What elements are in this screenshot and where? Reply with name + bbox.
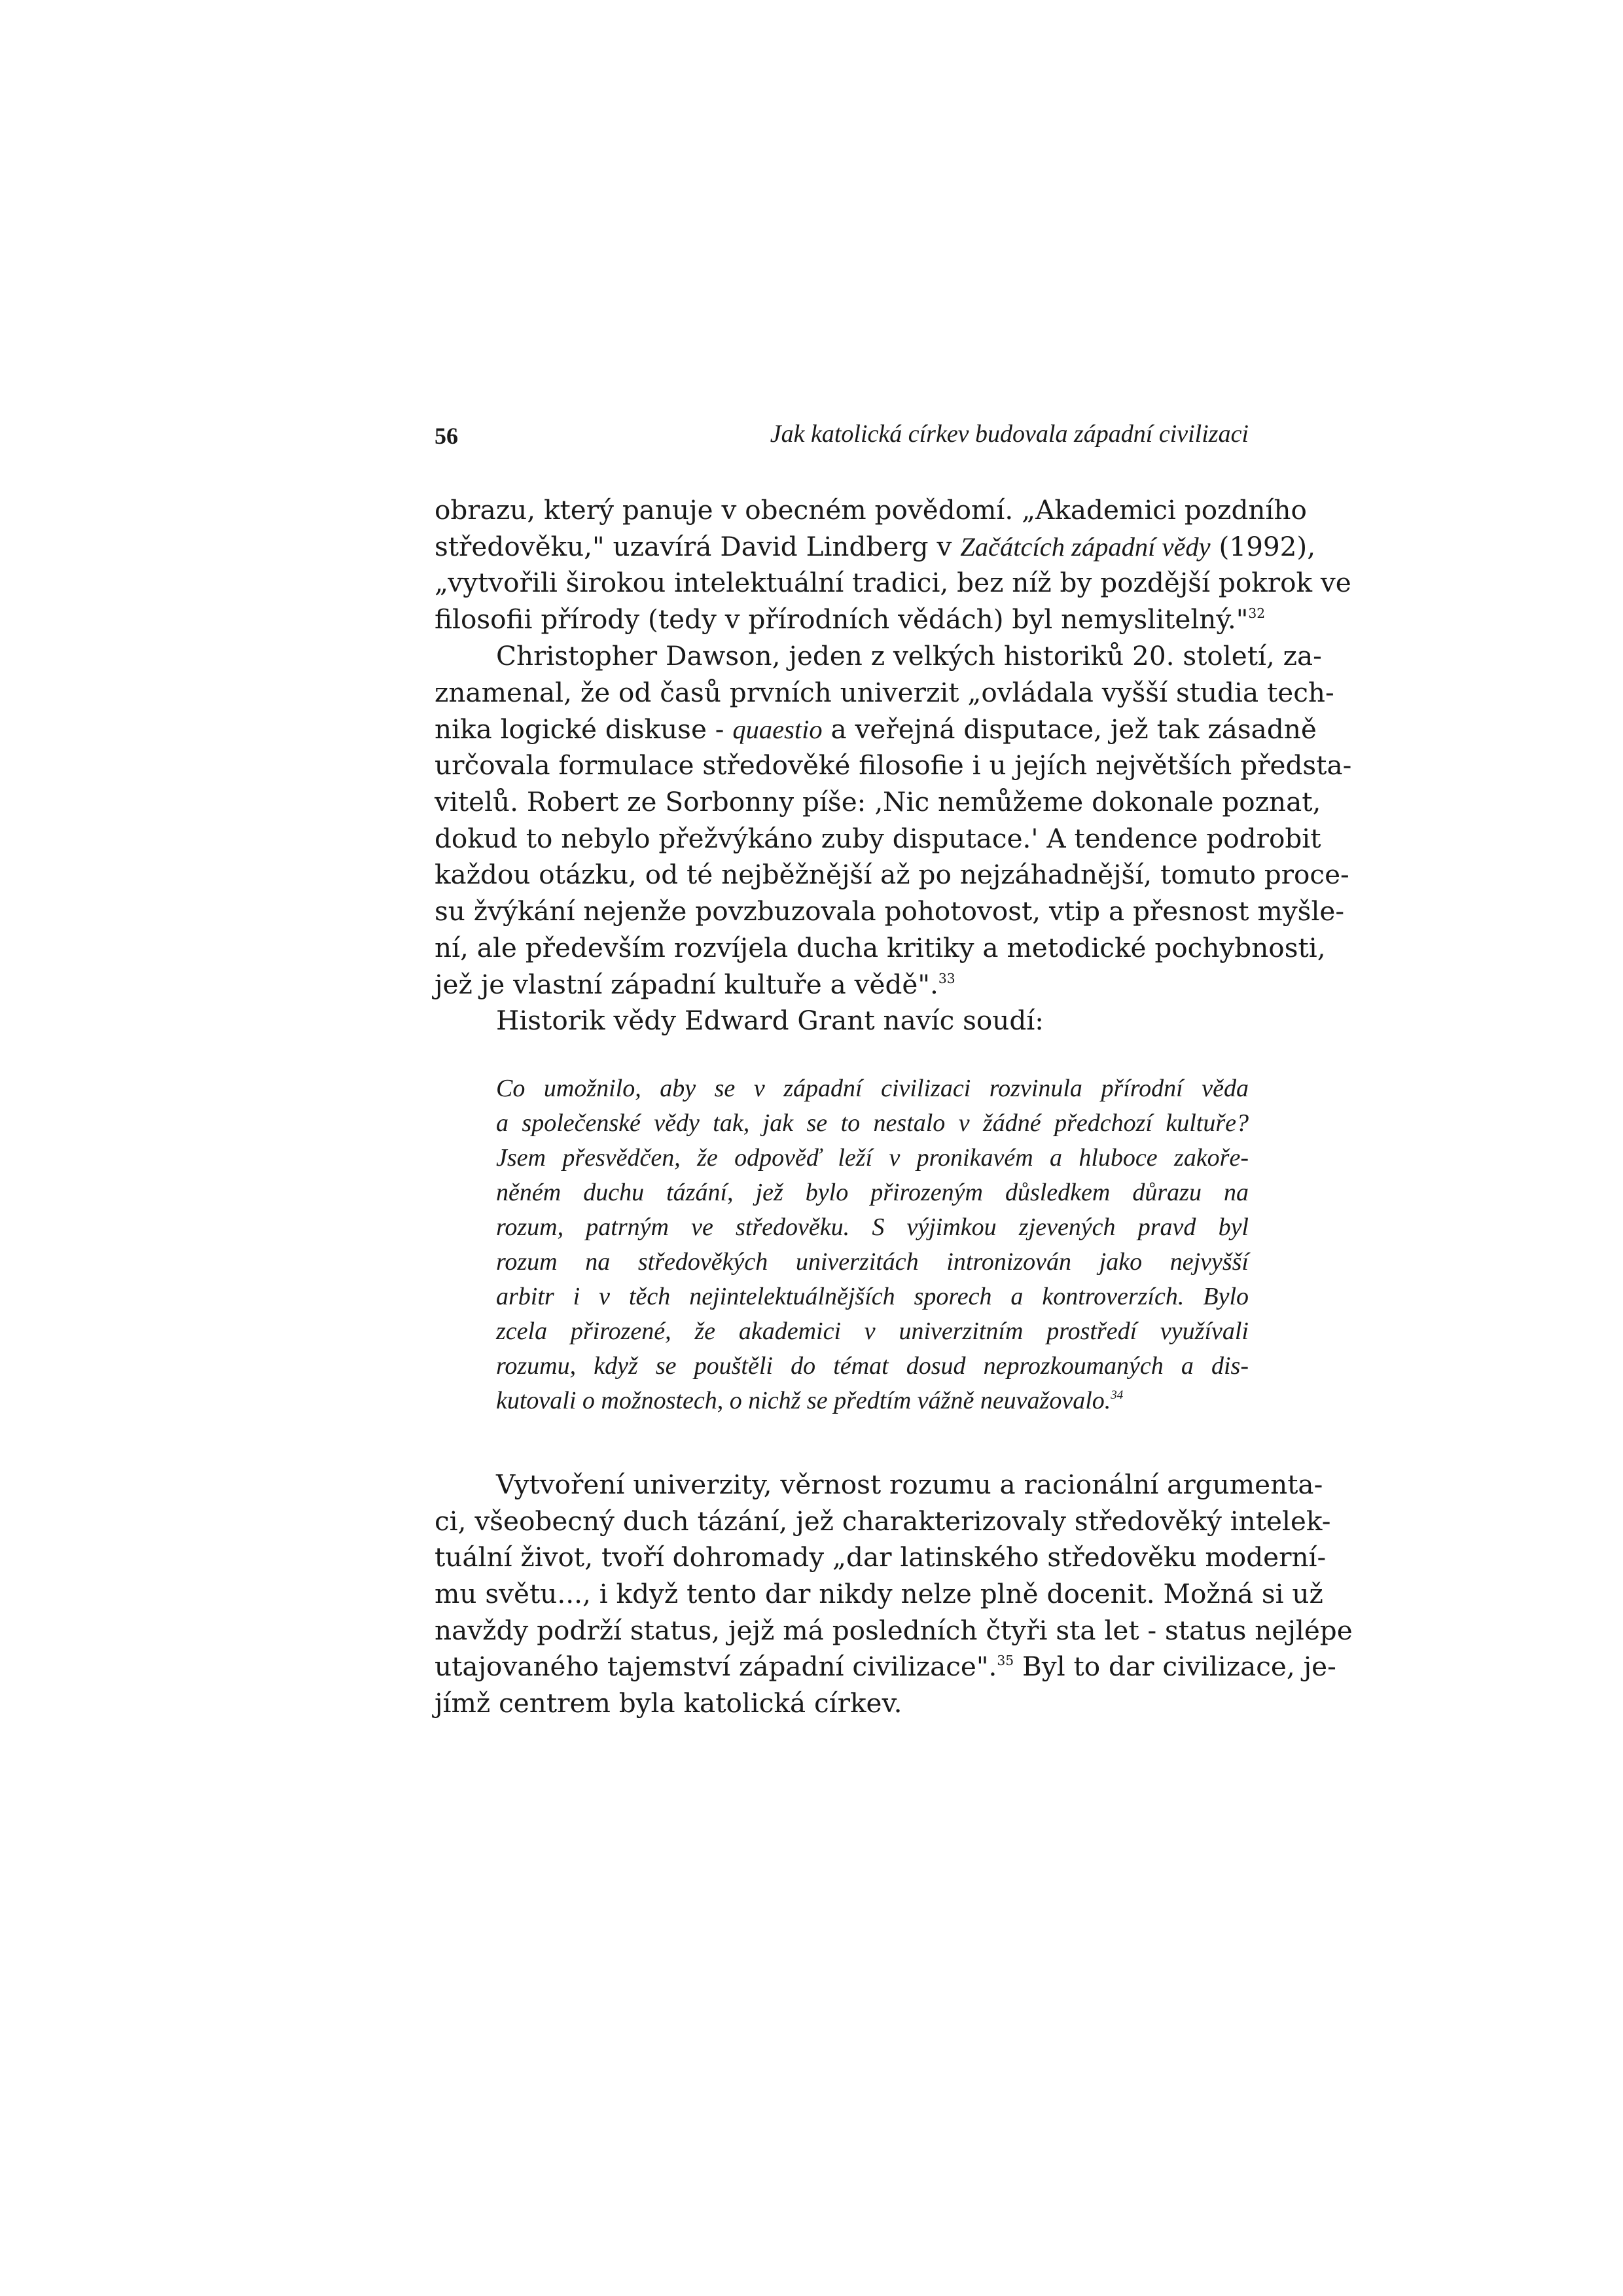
quote-line: rozum, patrným ve středověku. S výjimkou zjevených pravd byl bbox=[496, 1213, 1249, 1241]
latin-term: quaestio bbox=[732, 715, 823, 744]
text-line: znamenal, že od časů prvních univerzit „ovládala vyšší studia tech- bbox=[435, 677, 1334, 708]
text-line: filosofii přírody (tedy v přírodních vědách) byl nemyslitelný."$^{32}$ bbox=[435, 603, 1266, 635]
text-line: jež je vlastní západní kultuře a vědě".$^{33}$ bbox=[435, 969, 955, 1000]
quote-line: arbitr i v těch nejintelektuálnějších sporech a kontroverzích. Bylo bbox=[496, 1283, 1249, 1310]
quote-line: kutovali o možnostech, o nichž se předtím vážně neuvažovalo.$^{34}$ bbox=[496, 1387, 1124, 1414]
footnote-ref: 32 bbox=[1248, 605, 1266, 621]
text-line: utajovaného tajemství západní civilizace".$^{35}$ Byl to dar civilizace, je- bbox=[435, 1651, 1336, 1682]
text-line: Christopher Dawson, jeden z velkých historiků 20. století, za- bbox=[496, 640, 1322, 672]
text-line: určovala formulace středověké filosofie i u jejích největších předsta- bbox=[435, 749, 1352, 781]
text-line: „vytvořili širokou intelektuální tradici, bez níž by pozdější pokrok ve bbox=[435, 567, 1351, 598]
text-line: každou otázku, od té nejběžnější až po nejzáhadnější, tomuto proce- bbox=[435, 859, 1349, 890]
quote-line: rozum na středověkých univerzitách intronizován jako nejvyšší bbox=[496, 1248, 1249, 1276]
quote-line: zcela přirozené, že akademici v univerzitním prostředí využívali bbox=[496, 1318, 1249, 1345]
page-number: 56 bbox=[435, 423, 458, 449]
text-line: mu světu..., i když tento dar nikdy nelze plně docenit. Možná si už bbox=[435, 1578, 1323, 1609]
text-line: nika logické diskuse - quaestio a veřejná disputace, jež tak zásadně bbox=[435, 713, 1317, 745]
text-line: navždy podrží status, jejž má posledních čtyři sta let - status nejlépe bbox=[435, 1615, 1353, 1646]
text-line: jímž centrem byla katolická církev. bbox=[435, 1687, 902, 1719]
footnote-ref: 33 bbox=[938, 970, 955, 986]
quote-line: Jsem přesvědčen, že odpověď leží v pronikavém a hluboce zakoře- bbox=[496, 1144, 1249, 1172]
text-line: dokud to nebylo přežvýkáno zuby disputace.' A tendence podrobit bbox=[435, 823, 1321, 854]
text-line: vitelů. Robert ze Sorbonny píše: ‚Nic nemůžeme dokonale poznat, bbox=[435, 786, 1321, 817]
text-line: Historik vědy Edward Grant navíc soudí: bbox=[496, 1005, 1044, 1036]
text-line: obrazu, který panuje v obecném povědomí. „Akademici pozdního bbox=[435, 494, 1307, 526]
text-line: středověku," uzavírá David Lindberg v Začátcích západní vědy (1992), bbox=[435, 531, 1316, 562]
text-line: ní, ale především rozvíjela ducha kritiky a metodické pochybnosti, bbox=[435, 932, 1326, 963]
quote-line: rozumu, když se pouštěli do témat dosud neprozkoumaných a dis- bbox=[496, 1352, 1249, 1380]
quote-line: něném duchu tázání, jež bylo přirozeným důsledkem důrazu na bbox=[496, 1179, 1249, 1206]
footnote-ref: 34 bbox=[1111, 1388, 1124, 1402]
text-line: su žvýkání nejenže povzbuzovala pohotovost, vtip a přesnost myšle- bbox=[435, 895, 1345, 927]
text-line: ci, všeobecný duch tázání, jež charakterizovaly středověký intelek- bbox=[435, 1505, 1331, 1537]
footnote-ref: 35 bbox=[997, 1652, 1014, 1668]
page-header bbox=[435, 416, 1249, 455]
quote-line: a společenské vědy tak, jak se to nestalo v žádné předchozí kultuře? bbox=[496, 1109, 1249, 1137]
text-line: tuální život, tvoří dohromady „dar latinského středověku moderní- bbox=[435, 1541, 1327, 1573]
running-head: Jak katolická církev budovala západní civilizaci bbox=[770, 420, 1249, 448]
text-line: Vytvoření univerzity, věrnost rozumu a racionální argumenta- bbox=[496, 1469, 1323, 1500]
quote-line: Co umožnilo, aby se v západní civilizaci rozvinula přírodní věda bbox=[496, 1075, 1249, 1102]
book-title: Začátcích západní vědy bbox=[960, 532, 1211, 562]
